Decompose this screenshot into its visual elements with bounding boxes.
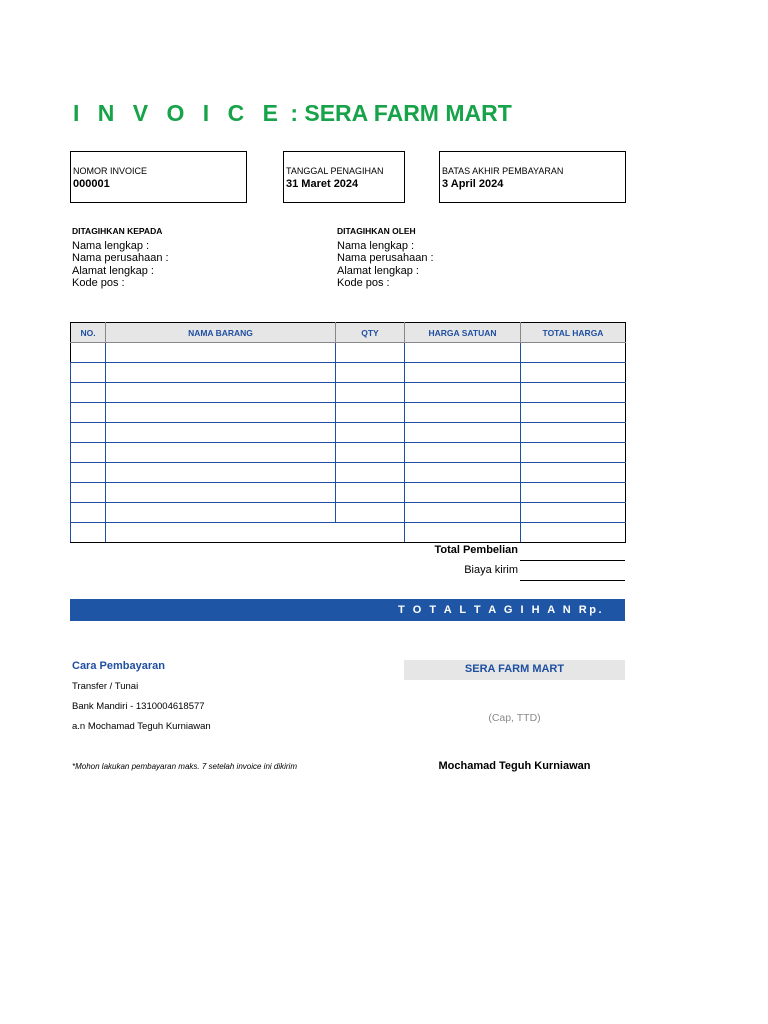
- cell[interactable]: [336, 403, 405, 423]
- table-row: [71, 503, 626, 523]
- cell[interactable]: [336, 383, 405, 403]
- cell[interactable]: [405, 363, 521, 383]
- table-row: [71, 383, 626, 403]
- cell[interactable]: [405, 503, 521, 523]
- cell[interactable]: [71, 383, 106, 403]
- billed-to-name: Nama lengkap :: [72, 239, 150, 252]
- biaya-kirim-line: [520, 580, 625, 581]
- billed-to-address: Alamat lengkap :: [72, 264, 154, 277]
- cell[interactable]: [521, 463, 626, 483]
- payment-note: *Mohon lakukan pembayaran maks. 7 setelah invoice ini dikirim: [72, 762, 297, 771]
- table-row: [71, 423, 626, 443]
- cell[interactable]: [405, 383, 521, 403]
- col-header-harga-satuan: HARGA SATUAN: [405, 323, 521, 343]
- cell[interactable]: [521, 423, 626, 443]
- cell[interactable]: [521, 363, 626, 383]
- cell[interactable]: [71, 483, 106, 503]
- billed-to-company: Nama perusahaan :: [72, 252, 169, 264]
- items-header-row: [71, 323, 626, 343]
- signature-company: SERA FARM MART: [464, 663, 565, 675]
- col-header-nama-barang: NAMA BARANG: [106, 323, 336, 343]
- cell[interactable]: [106, 483, 336, 503]
- billing-date-value: 31 Maret 2024: [286, 178, 359, 190]
- col-header-qty: QTY: [336, 323, 405, 343]
- col-header-no: NO.: [71, 323, 106, 343]
- cell[interactable]: [71, 503, 106, 523]
- cell[interactable]: [336, 363, 405, 383]
- billed-by-postcode: Kode pos :: [337, 277, 390, 289]
- table-row: [71, 443, 626, 463]
- cell[interactable]: [106, 503, 336, 523]
- cell[interactable]: [405, 403, 521, 423]
- total-pembelian-label: Total Pembelian: [434, 544, 518, 556]
- cell[interactable]: [521, 523, 626, 543]
- cell[interactable]: [336, 463, 405, 483]
- invoice-title-suffix: : SERA FARM MART: [290, 100, 512, 126]
- payment-method: Transfer / Tunai: [72, 681, 139, 692]
- payment-heading: Cara Pembayaran: [72, 660, 165, 672]
- cell[interactable]: [106, 363, 336, 383]
- invoice-number-value: 000001: [73, 178, 110, 190]
- cell[interactable]: [71, 343, 106, 363]
- invoice-number-box: [70, 151, 247, 203]
- cell[interactable]: [405, 343, 521, 363]
- total-tagihan-label: T O T A L T A G I H A N Rp.: [398, 604, 605, 616]
- biaya-kirim-label: Biaya kirim: [464, 564, 518, 576]
- cell[interactable]: [336, 503, 405, 523]
- table-row: [71, 523, 626, 543]
- cell[interactable]: [521, 383, 626, 403]
- billed-to-postcode: Kode pos :: [72, 277, 125, 289]
- billed-by-section: [337, 225, 434, 290]
- cell[interactable]: [106, 443, 336, 463]
- table-row: [71, 343, 626, 363]
- signature-company-box: [404, 660, 625, 680]
- cell[interactable]: [71, 523, 106, 543]
- total-pembelian-line: [520, 560, 625, 561]
- payment-bank: Bank Mandiri - 1310004618577: [72, 701, 205, 712]
- billed-by-company: Nama perusahaan :: [337, 252, 434, 264]
- cell[interactable]: [71, 403, 106, 423]
- cell[interactable]: [521, 343, 626, 363]
- invoice-title-prefix: I N V O I C E: [73, 100, 284, 126]
- billed-to-heading: DITAGIHKAN KEPADA: [72, 226, 163, 236]
- table-row: [71, 403, 626, 423]
- cell[interactable]: [521, 503, 626, 523]
- cell[interactable]: [336, 423, 405, 443]
- cell[interactable]: [71, 363, 106, 383]
- due-date-box: [439, 151, 626, 203]
- total-tagihan-bar: [70, 599, 625, 621]
- billed-by-heading: DITAGIHKAN OLEH: [337, 226, 416, 236]
- billed-to-section: [72, 225, 169, 290]
- billing-date-label: TANGGAL PENAGIHAN: [286, 166, 384, 176]
- billing-date-box: [283, 151, 405, 203]
- cell[interactable]: [106, 403, 336, 423]
- cell[interactable]: [405, 463, 521, 483]
- cell[interactable]: [405, 443, 521, 463]
- cell[interactable]: [336, 343, 405, 363]
- table-row: [71, 363, 626, 383]
- invoice-title: [73, 100, 512, 127]
- due-date-label: BATAS AKHIR PEMBAYARAN: [442, 166, 564, 176]
- billed-by-address: Alamat lengkap :: [337, 264, 419, 277]
- cell[interactable]: [521, 483, 626, 503]
- cell[interactable]: [71, 463, 106, 483]
- cell[interactable]: [336, 443, 405, 463]
- signature-stamp-placeholder: (Cap, TTD): [488, 712, 541, 724]
- cell[interactable]: [521, 443, 626, 463]
- cell[interactable]: [405, 423, 521, 443]
- invoice-number-label: NOMOR INVOICE: [73, 166, 148, 176]
- cell[interactable]: [106, 463, 336, 483]
- table-row: [71, 463, 626, 483]
- cell[interactable]: [106, 423, 336, 443]
- table-row: [71, 483, 626, 503]
- cell[interactable]: [521, 403, 626, 423]
- cell[interactable]: [71, 443, 106, 463]
- billed-by-name: Nama lengkap :: [337, 239, 415, 252]
- cell[interactable]: [405, 523, 521, 543]
- payment-account-name: a.n Mochamad Teguh Kurniawan: [72, 721, 211, 732]
- cell[interactable]: [106, 343, 336, 363]
- cell[interactable]: [71, 423, 106, 443]
- cell[interactable]: [405, 483, 521, 503]
- cell[interactable]: [106, 523, 405, 543]
- col-header-total-harga: TOTAL HARGA: [521, 323, 626, 343]
- signer-name: Mochamad Teguh Kurniawan: [438, 760, 591, 772]
- due-date-value: 3 April 2024: [442, 178, 504, 190]
- items-table: [70, 322, 626, 543]
- cell[interactable]: [106, 383, 336, 403]
- cell[interactable]: [336, 483, 405, 503]
